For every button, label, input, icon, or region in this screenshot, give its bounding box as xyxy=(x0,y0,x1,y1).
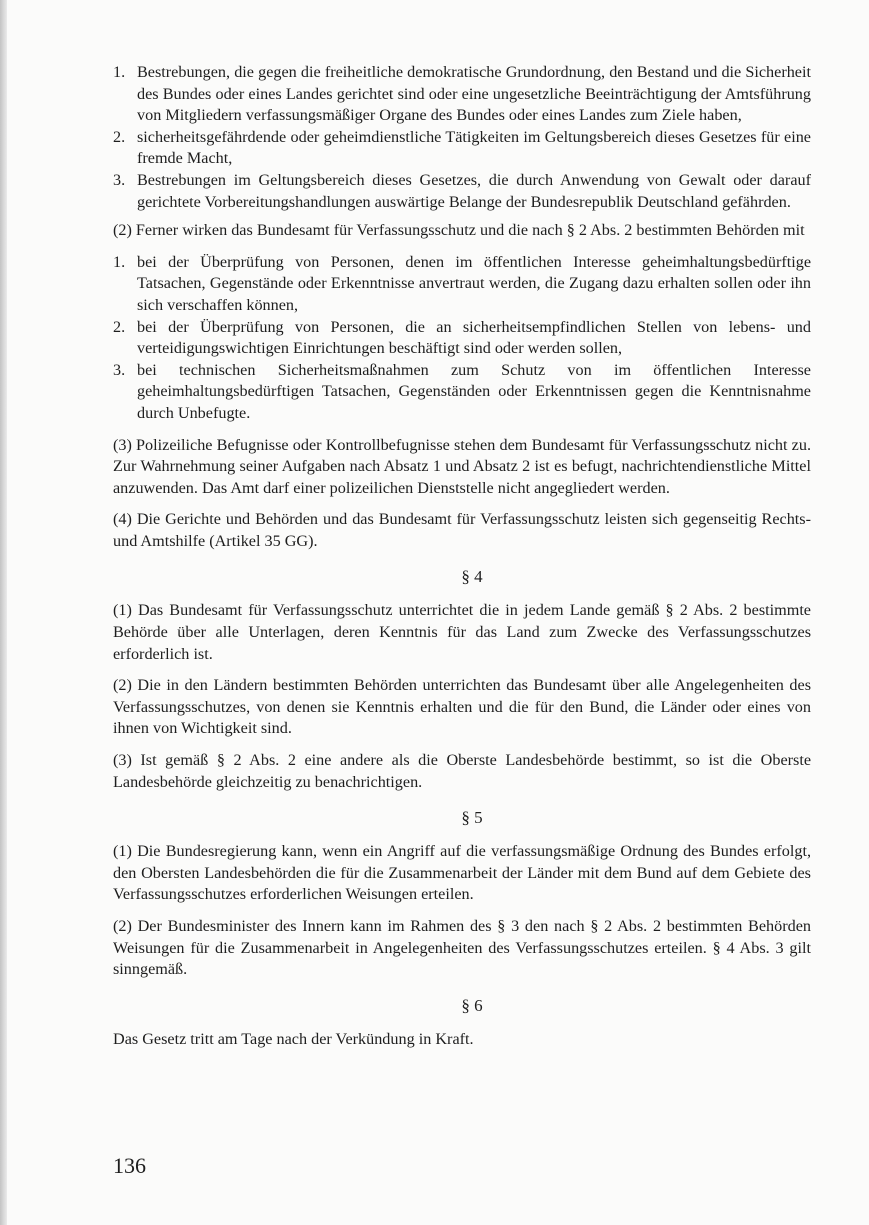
paragraph-4: (4) Die Gerichte und Behörden und das Bundesamt für Verfassungsschutz leisten sich gegenseitig Rechts- und Amtshilfe (Artikel 35 GG). xyxy=(113,510,811,550)
list-item-number: 1. xyxy=(113,63,126,81)
page-number: 136 xyxy=(113,1153,146,1178)
list-item-number: 2. xyxy=(113,317,126,336)
section-5-paragraph-2: (2) Der Bundesminister des Innern kann im Rahmen des § 3 den nach § 2 Abs. 2 bestimmten Behörden Weisungen für die Zusammenarbeit in Angelegenheiten des Verfassungsschutzes erteilen. § 4 Abs. 3 gilt sinngemäß. xyxy=(113,917,811,979)
section-4-paragraph-2: (2) Die in den Ländern bestimmten Behörden unterrichten das Bundesamt über alle Angelegenheiten des Verfassungsschutzes, von denen sie Kenntnis erhalten und die für den Bund, die Länder oder eines von ihnen von Wichtigkeit sind. xyxy=(113,676,811,738)
list-item xyxy=(113,127,811,170)
list-item xyxy=(113,252,811,317)
section-heading-5: § 5 xyxy=(461,808,483,828)
list-paragraph-1 xyxy=(113,62,811,213)
section-5-paragraph-1: (1) Die Bundesregierung kann, wenn ein Angriff auf die verfassungsmäßige Ordnung des Bundes erfolgt, den Obersten Landesbehörden die für die Zusammenarbeit der Länder mit dem Bund auf dem Gebiete des Verfassungsschutzes erforderlichen Weisungen erteilen. xyxy=(113,842,811,904)
list-item xyxy=(113,360,811,425)
paragraph-2: (2) Ferner wirken das Bundesamt für Verfassungsschutz und die nach § 2 Abs. 2 bestimmten Behörden mit xyxy=(113,221,805,240)
paragraph-3: (3) Polizeiliche Befugnisse oder Kontrollbefugnisse stehen dem Bundesamt für Verfassungsschutz nicht zu. Zur Wahrnehmung seiner Aufgaben nach Absatz 1 und Absatz 2 ist es befugt, nachrichtendienstliche Mittel anzuwenden. Das Amt darf einer polizeilichen Dienststelle nicht angegliedert werden. xyxy=(113,435,811,497)
list-item-text: bei technischen Sicherheitsmaßnahmen zum Schutz von im öffentlichen Interesse geheimhaltungsbedürftigen Tatsachen, Gegenständen oder Erkenntnissen gegen die Kenntnisnahme durch Unbefugte. xyxy=(137,360,811,422)
list-item-number: 2. xyxy=(113,127,126,146)
section-4-paragraph-3: (3) Ist gemäß § 2 Abs. 2 eine andere als die Oberste Landesbehörde bestimmt, so ist die Oberste Landesbehörde gleichzeitig zu benachrichtigen. xyxy=(113,751,811,791)
list-item xyxy=(113,170,811,213)
list-item-text: Bestrebungen, die gegen die freiheitliche demokratische Grundordnung, den Bestand und die Sicherheit des Bundes oder eines Landes gerichtet sind oder eine ungesetzliche Beeinträchtigung der Amtsführung von Mitgliedern verfassungsmäßiger Organe des Bundes oder eines Landes zum Ziele haben, xyxy=(137,63,811,125)
list-item-number: 3. xyxy=(113,360,126,379)
list-item-text: Bestrebungen im Geltungsbereich dieses Gesetzes, die durch Anwendung von Gewalt oder darauf gerichtete Vorbereitungshandlungen auswärtige Belange der Bundesrepublik Deutschland gefährden. xyxy=(137,170,811,211)
section-heading-4: § 4 xyxy=(461,567,483,587)
list-item xyxy=(113,317,811,360)
page-content xyxy=(113,62,811,1050)
list-item-text: sicherheitsgefährdende oder geheimdienstliche Tätigkeiten im Geltungsbereich dieses Gesetzes für eine fremde Macht, xyxy=(137,127,811,168)
page-edge-shadow xyxy=(0,0,7,1225)
list-item-number: 1. xyxy=(113,252,126,271)
list-item xyxy=(113,62,811,127)
list-item-text: bei der Überprüfung von Personen, die an sicherheitsempfindlichen Stellen von lebens- und verteidigungswichtigen Einrichtungen beschäftigt sind oder werden sollen, xyxy=(137,317,811,358)
list-item-number: 3. xyxy=(113,170,126,189)
list-item-text: bei der Überprüfung von Personen, denen im öffentlichen Interesse geheimhaltungsbedürftige Tatsachen, Gegenstände oder Erkenntnisse anvertraut werden, die Zugang dazu erhalten sollen oder ihn sich verschaffen können, xyxy=(137,252,811,314)
section-heading-6: § 6 xyxy=(461,995,483,1015)
section-4-paragraph-1: (1) Das Bundesamt für Verfassungsschutz unterrichtet die in jedem Lande gemäß § 2 Abs. 2 bestimmte Behörde über alle Unterlagen, deren Kenntnis für das Land zum Zwecke des Verfassungsschutzes erforderlich ist. xyxy=(113,601,811,663)
list-paragraph-2 xyxy=(113,252,811,425)
section-6-paragraph-1: Das Gesetz tritt am Tage nach der Verkündung in Kraft. xyxy=(113,1029,474,1048)
